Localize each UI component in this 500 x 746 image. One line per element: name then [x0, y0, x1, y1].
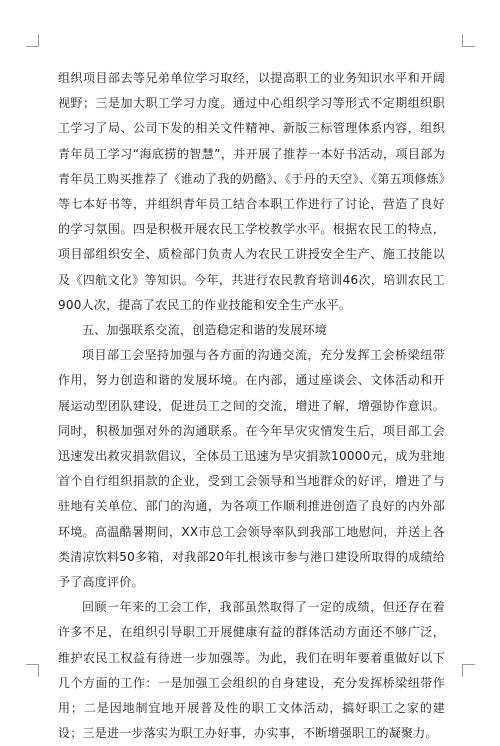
paragraph-review-and-plan: 回顾一年来的工会工作，我部虽然取得了一定的成绩，但还存在着许多不足，在组织引导职工开展健康有益的群体活动方面还不够广泛，维护农民工权益有待进一步加强等。为此，我们在明年要着重做好以下几个方面的工作：一是加强工会组织的自身建设，充分发挥桥梁纽带作用；二是因地制宜地开展普及性的职工文体活动，搞好职工之家的建设；三是进一步落实为职工办好事，办实事，不断增强职工的凝聚力。 [58, 600, 445, 741]
crop-mark-top-right [462, 34, 475, 47]
section-heading-five: 五、加强联系交流，创造稳定和谐的发展环境 [82, 323, 328, 338]
document-body [58, 66, 445, 746]
paragraph-communication: 项目部工会坚持加强与各方面的沟通交流，充分发挥工会桥梁纽带作用，努力创造和谐的发展环境。在内部，通过座谈会、文体活动和开展运动型团队建设，促进员工之间的交流，增进了解，增强协作意识。同时，积极加强对外的沟通联系。在今年旱灾灾情发生后，项目部工会迅速发出救灾捐款倡议，全体员工迅速为旱灾捐款10000元，成为驻地首个自行组织捐款的企业，受到工会领导和当地群众的好评，增进了与驻地有关单位、部门的沟通，为各项工作顺利推进创造了良好的内外部环境。高温酷暑期间，XX市总工会领导率队到我部工地慰问，并送上各类清凉饮料50多箱，对我部20年扎根该市参与港口建设所取得的成绩给予了高度评价。 [58, 348, 445, 590]
crop-mark-bottom-left [26, 664, 39, 677]
paragraph-study-activities: 组织项目部去等兄弟单位学习取经，以提高职工的业务知识水平和开阔视野；三是加大职工学习力度。通过中心组织学习等形式不定期组织职工学习了局、公司下发的相关文件精神、新版三标管理体系内容，组织青年员工学习“海底捞的智慧”，并开展了推荐一本好书活动，项目部为青年员工购买推荐了《谁动了我的奶酪》、《于丹的天空》、《第五项修炼》等七本好书等，并组织青年员工结合本职工作进行了讨论，营造了良好的学习氛围。四是积极开展农民工学校教学水平。根据农民工的特点，项目部组织安全、质检部门负责人为农民工讲授安全生产、施工技能以及《四航文化》等知识。今年，共进行农民教育培训46次，培训农民工900人次，提高了农民工的作业技能和安全生产水平。 [58, 71, 445, 312]
crop-mark-bottom-right [462, 664, 475, 677]
crop-mark-top-left [26, 34, 39, 47]
